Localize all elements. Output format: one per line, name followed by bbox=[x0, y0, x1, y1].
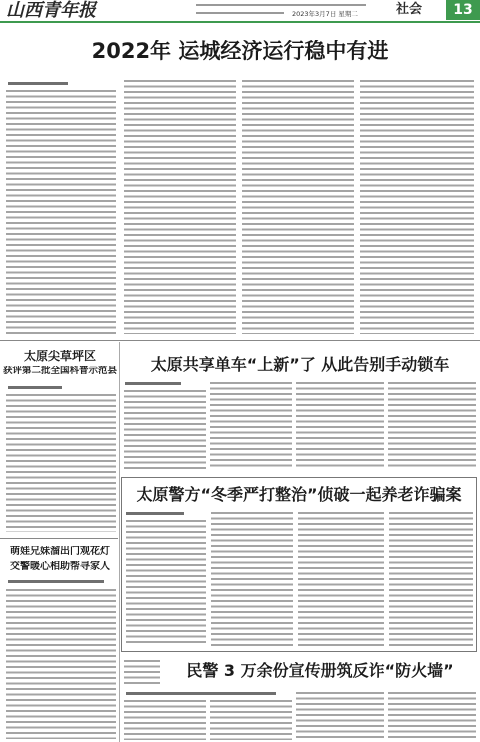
header-rule bbox=[0, 21, 480, 23]
column-divider bbox=[119, 342, 120, 742]
lead-body-col-1 bbox=[6, 90, 116, 334]
bike-body-col-4 bbox=[388, 382, 476, 470]
antifraud-body-col-4 bbox=[388, 692, 476, 740]
antifraud-sidebar-text bbox=[124, 660, 160, 686]
left-column-divider bbox=[0, 538, 118, 539]
bike-headline: 太原共享单车“上新”了 从此告别手动锁车 bbox=[150, 356, 450, 374]
antifraud-headline: 民警 3 万余份宣传册筑反诈“防火墙” bbox=[186, 662, 454, 680]
lead-headline: 2022年 运城经济运行稳中有进 bbox=[91, 40, 389, 63]
antifraud-byline bbox=[126, 692, 276, 695]
police-body-col-4 bbox=[389, 512, 473, 646]
kepu-headline-line2: 获评第二批全国科普示范县 bbox=[2, 366, 117, 376]
antifraud-body-col-1 bbox=[124, 700, 206, 740]
kepu-body bbox=[6, 394, 116, 532]
lantern-byline bbox=[8, 580, 104, 583]
lantern-headline-line2: 交警暖心相助帮寻家人 bbox=[10, 561, 110, 572]
lead-byline bbox=[8, 82, 68, 85]
kepu-byline bbox=[8, 386, 62, 389]
antifraud-body-col-3 bbox=[296, 692, 384, 740]
police-body-col-2 bbox=[211, 512, 293, 646]
bike-byline bbox=[125, 382, 181, 385]
lead-body-col-2 bbox=[124, 80, 236, 334]
police-body-col-3 bbox=[298, 512, 384, 646]
lantern-body bbox=[6, 589, 116, 739]
bike-body-col-1 bbox=[124, 390, 206, 470]
page-number: 13 bbox=[446, 0, 480, 20]
editor-credits bbox=[196, 4, 366, 6]
lead-body-col-4 bbox=[360, 80, 474, 334]
police-headline: 太原警方“冬季严打整治”侦破一起养老诈骗案 bbox=[136, 486, 462, 504]
bike-body-col-3 bbox=[296, 382, 384, 470]
lantern-headline-line1: 萌娃兄妹溜出门观花灯 bbox=[10, 546, 110, 557]
section-label: 社会 bbox=[396, 2, 423, 17]
kepu-headline-line1: 太原尖草坪区 bbox=[23, 350, 96, 363]
police-body-col-1 bbox=[126, 520, 206, 646]
section-divider bbox=[0, 340, 480, 341]
bike-body-col-2 bbox=[210, 382, 292, 470]
masthead-logo: 山西青年报 bbox=[6, 0, 96, 21]
issue-date: 2023年3月7日 星期二 bbox=[292, 10, 358, 18]
police-byline bbox=[126, 512, 184, 515]
editor-credits-secondary bbox=[196, 12, 284, 14]
lead-body-col-3 bbox=[242, 80, 354, 334]
antifraud-body-col-2 bbox=[210, 700, 292, 740]
